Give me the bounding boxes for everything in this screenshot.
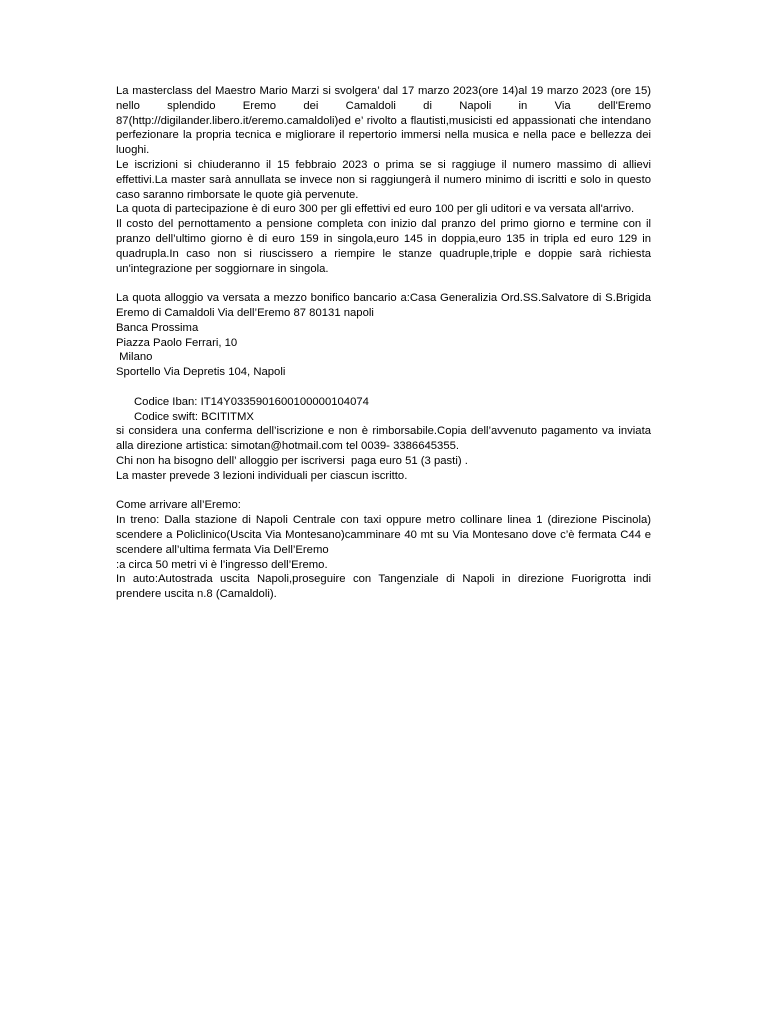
- document-body: [116, 84, 651, 602]
- bank-address: Piazza Paolo Ferrari, 10: [116, 336, 238, 349]
- directions-walk: :a circa 50 metri vi è l’ingresso dell’Eremo.: [116, 558, 328, 571]
- intro-paragraph-dates: La masterclass del Maestro Mario Marzi si svolgera’ dal 17 marzo 2023(ore 14)al 19 marzo 2023 (ore 15) nello splendido Eremo dei Camaldoli di Napoli in Via dell'Eremo 87(http://digilander.libero.it/eremo.camaldoli)ed e’ rivolto a flautisti,musicisti ed appassionati che intendano perfezionare la propria tecnica e migliorare il repertorio immersi nella musica e nella pace e bellezza dei luoghi.: [116, 85, 651, 157]
- intro-paragraph-lodging-cost: Il costo del pernottamento a pensione completa con inizio dal pranzo del primo giorno e termine con il pranzo dell’ultimo giorno è di euro 159 in singola,euro 145 in doppia,euro 135 in tripla ed euro 129 in quadrupla.In caso non si riuscissero a riempire le stanze quadruple,triple e doppie sarà richiesta un'integrazione per soggiornare in singola.: [116, 218, 651, 275]
- lessons-note: La master prevede 3 lezioni individuali per ciascun iscritto.: [116, 469, 408, 482]
- swift-code: Codice swift: BCITITMX: [134, 410, 254, 423]
- spacer: [116, 484, 651, 499]
- directions-car: In auto:Autostrada uscita Napoli,proseguire con Tangenziale di Napoli in direzione Fuorigrotta indi prendere uscita n.8 (Camaldoli).: [116, 573, 651, 601]
- payment-transfer: La quota alloggio va versata a mezzo bonifico bancario a:Casa Generalizia Ord.SS.Salvatore di S.Brigida Eremo di Camaldoli Via dell’Eremo 87 80131 napoli: [116, 292, 651, 319]
- bank-branch: Sportello Via Depretis 104, Napoli: [116, 366, 286, 379]
- intro-paragraph-fee: La quota di partecipazione è di euro 300 per gli effettivi ed euro 100 per gli uditori e va versata all'arrivo.: [116, 203, 635, 216]
- iban-code: Codice Iban: IT14Y0335901600100000104074: [134, 395, 369, 408]
- no-lodging-note: Chi non ha bisogno dell’ alloggio per iscriversi paga euro 51 (3 pasti) .: [116, 454, 468, 467]
- spacer: [116, 380, 651, 395]
- directions-train: In treno: Dalla stazione di Napoli Centrale con taxi oppure metro collinare linea 1 (direzione Piscinola) scendere a Policlinico(Uscita Via Montesano)camminare 40 mt su Via Montesano dove c’è fermata C44 e scendere all’ultima fermata Via Dell’Eremo: [116, 514, 651, 556]
- bank-city: Milano: [116, 351, 153, 364]
- payment-confirmation: si considera una conferma dell’iscrizione e non è rimborsabile.Copia dell’avvenuto pagamento va inviata alla direzione artistica: simotan@hotmail.com tel 0039- 3386645355.: [116, 425, 651, 453]
- directions-heading: Come arrivare all’Eremo:: [116, 499, 241, 512]
- bank-name: Banca Prossima: [116, 321, 199, 334]
- spacer: [116, 276, 651, 291]
- intro-paragraph-registration: Le iscrizioni si chiuderanno il 15 febbraio 2023 o prima se si raggiuge il numero massimo di allievi effettivi.La master sarà annullata se invece non si raggiungerà il numero minimo di iscritti e solo in questo caso saranno rimborsate le quote già pervenute.: [116, 158, 651, 201]
